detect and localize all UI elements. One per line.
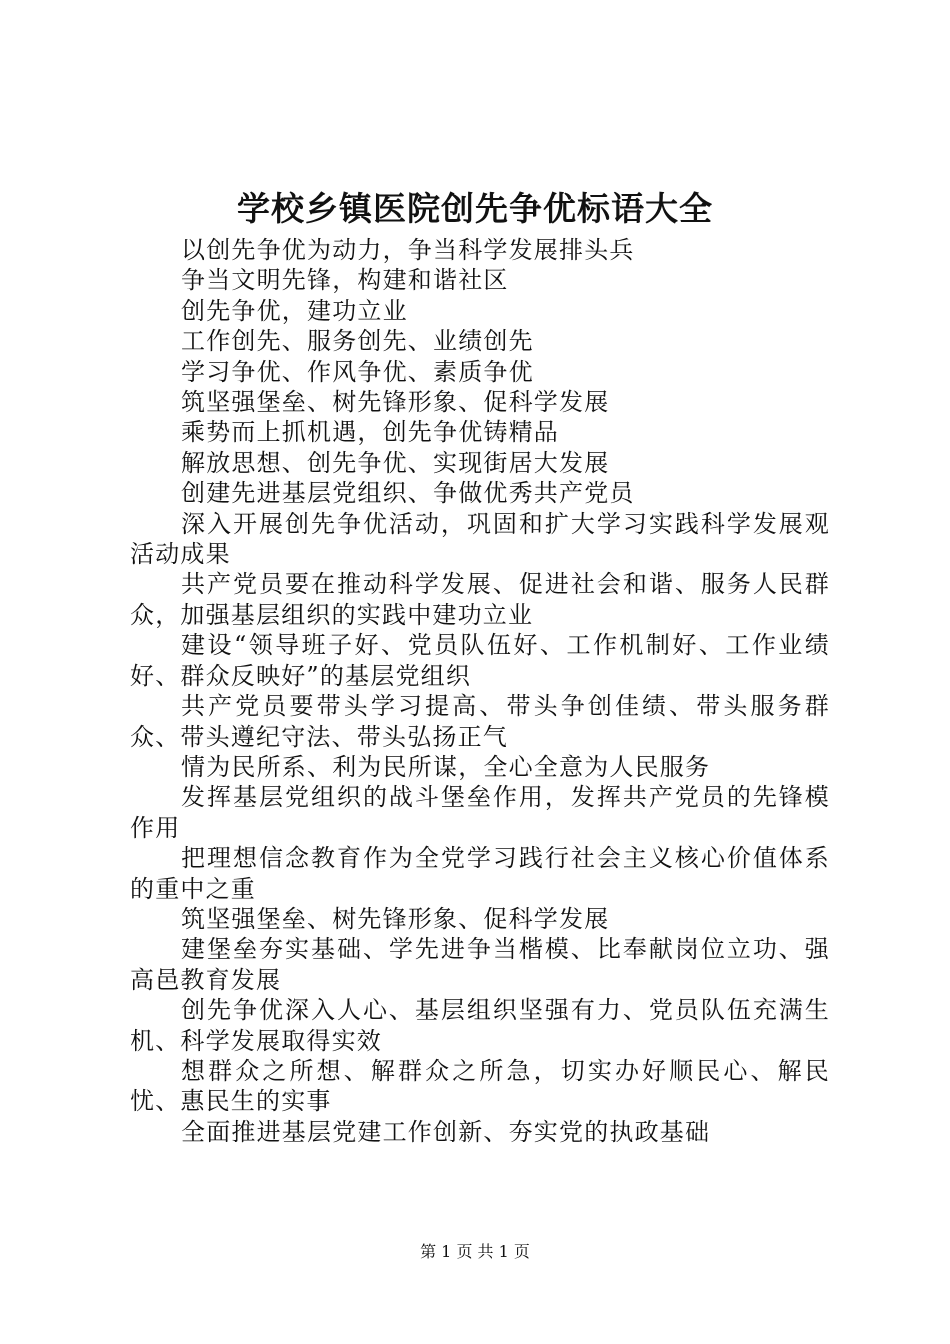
paragraph: 把理想信念教育作为全党学习践行社会主义核心价值体系的重中之重 xyxy=(130,844,830,903)
paragraph: 解放思想、创先争优、实现街居大发展 xyxy=(181,448,610,477)
paragraph: 创先争优，建功立业 xyxy=(181,296,408,325)
paragraph: 深入开展创先争优活动，巩固和扩大学习实践科学发展观活动成果 xyxy=(130,509,830,569)
page-footer: 第 1 页 共 1 页 xyxy=(420,1242,530,1261)
paragraph: 创建先进基层党组织、争做优秀共产党员 xyxy=(181,479,635,508)
paragraph: 学习争优、作风争优、素质争优 xyxy=(181,357,534,386)
paragraph: 共产党员要在推动科学发展、促进社会和谐、服务人民群众，加强基层组织的实践中建功立业 xyxy=(130,570,830,629)
paragraph: 乘势而上抓机遇，创先争优铸精品 xyxy=(181,418,559,447)
paragraph: 想群众之所想、解群众之所急，切实办好顺民心、解民忧、惠民生的实事 xyxy=(130,1056,830,1116)
paragraph: 筑坚强堡垒、树先锋形象、促科学发展 xyxy=(181,904,610,933)
paragraph: 共产党员要带头学习提高、带头争创佳绩、带头服务群众、带头遵纪守法、带头弘扬正气 xyxy=(130,692,830,751)
paragraph: 情为民所系、利为民所谋，全心全意为人民服务 xyxy=(181,752,711,781)
paragraph: 发挥基层党组织的战斗堡垒作用，发挥共产党员的先锋模作用 xyxy=(130,783,830,842)
paragraph: 建堡垒夯实基础、学先进争当楷模、比奉献岗位立功、强高邑教育发展 xyxy=(130,935,830,994)
paragraph: 创先争优深入人心、基层组织坚强有力、党员队伍充满生机、科学发展取得实效 xyxy=(130,996,830,1055)
paragraph: 工作创先、服务创先、业绩创先 xyxy=(181,327,534,356)
document-body xyxy=(130,235,830,1147)
paragraph: 建设“领导班子好、党员队伍好、工作机制好、工作业绩好、群众反映好”的基层党组织 xyxy=(130,631,830,690)
paragraph: 全面推进基层党建工作创新、夯实党的执政基础 xyxy=(181,1117,711,1146)
paragraph: 以创先争优为动力，争当科学发展排头兵 xyxy=(181,236,635,264)
paragraph: 争当文明先锋，构建和谐社区 xyxy=(181,266,509,295)
paragraph: 筑坚强堡垒、树先锋形象、促科学发展 xyxy=(181,388,610,417)
page-title: 学校乡镇医院创先争优标语大全 xyxy=(237,189,713,228)
